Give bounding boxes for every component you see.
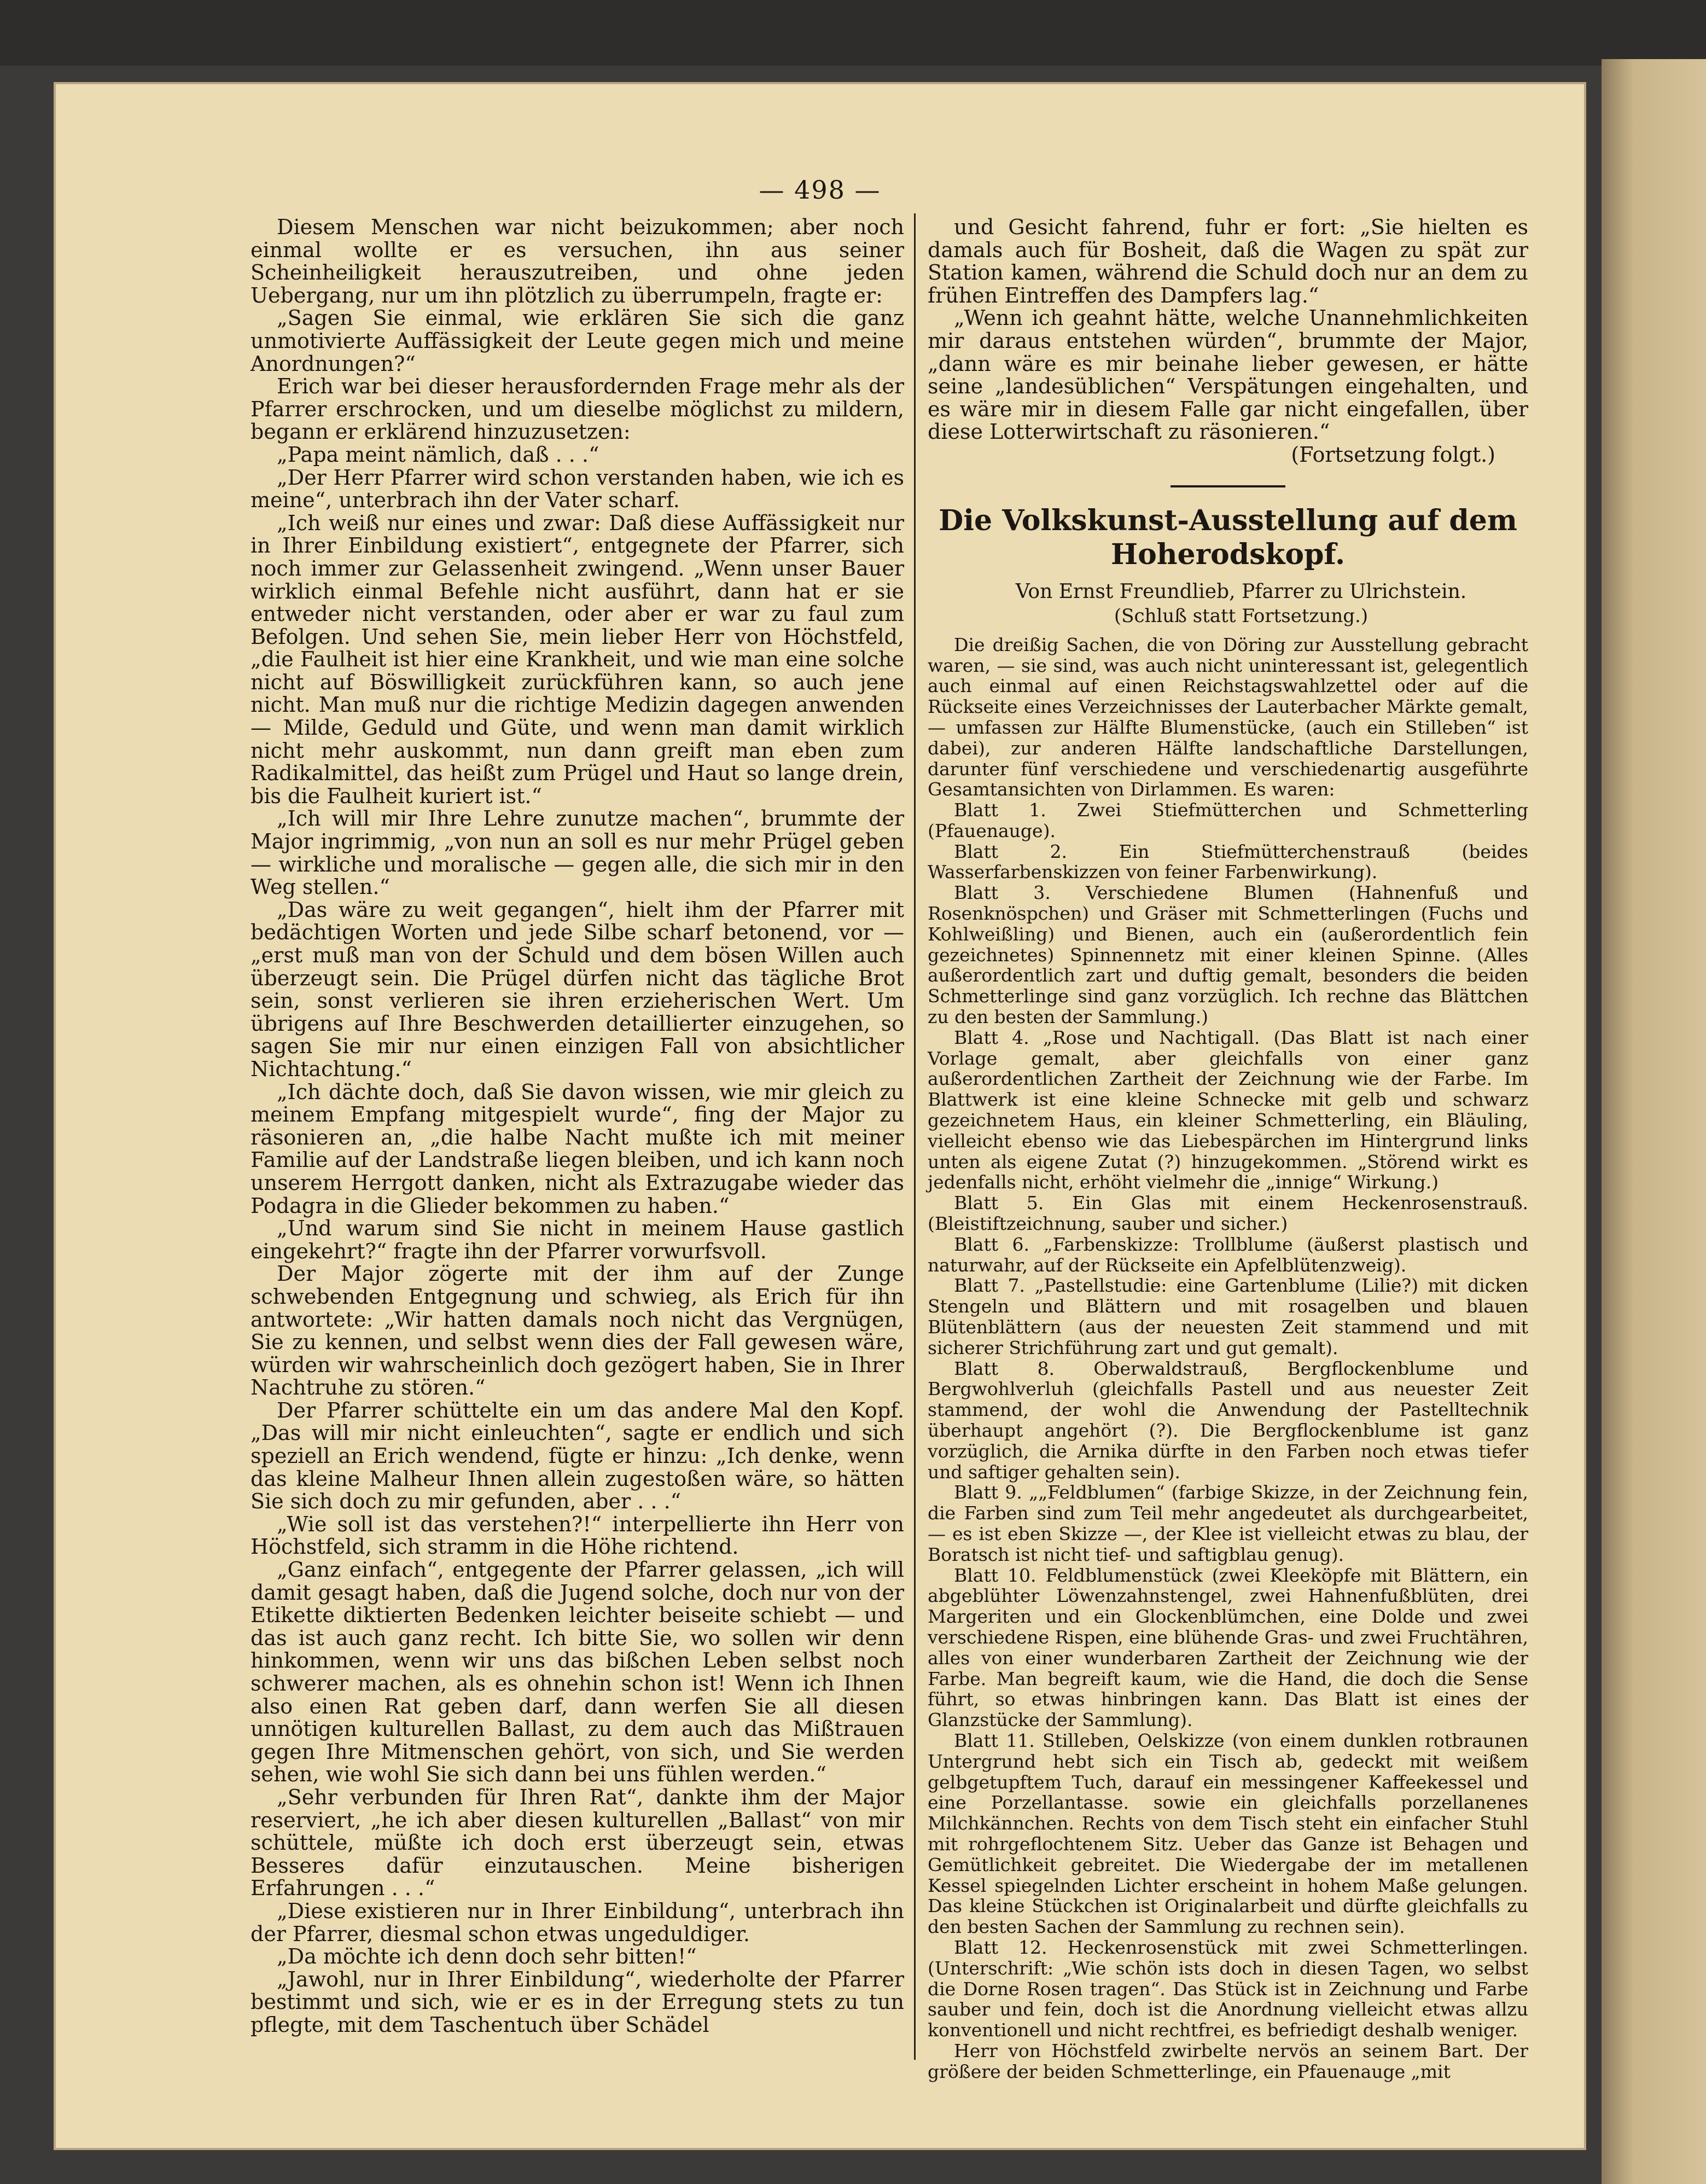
page-number: — 498 — [759, 175, 881, 205]
newspaper-page [54, 82, 1586, 2150]
paragraph: „Ich will mir Ihre Lehre zunutze machen“, brummte der Major ingrimmig, „von nun an soll es nur mehr Prügel geben — wirkliche und moralische — gegen alle, die sich mir in den Weg stellen.“ [251, 806, 904, 899]
list-item: Blatt 7. „Pastellstudie: eine Gartenblume (Lilie?) mit dicken Stengeln und Blättern und mit rosagelben und blauen Blütenblättern (aus der neuesten Zeit stammend und mit sicherer Strichführung zart und gut gemalt). [928, 1275, 1528, 1358]
paragraph: „Diese existieren nur in Ihrer Einbildung“, unterbrach ihn der Pfarrer, diesmal schon etwas ungeduldiger. [251, 1898, 904, 1946]
paragraph: „Ich weiß nur eines und zwar: Daß diese Auffässigkeit nur in Ihrer Einbildung existiert“, entgegnete der Pfarrer, sich noch immer zur Gelassenheit zwingend. „Wenn unser Bauer wirklich einmal Befehle nicht ausführt, dann hat er sie entweder nicht verstanden, oder aber er war zu faul zum Befolgen. Und sehen Sie, mein lieber Herr von Höchstfeld, „die Faulheit ist hier eine Krankheit, und wie man eine solche nicht auf Böswilligkeit zurückführen kann, so auch jene nicht. Man muß nur die richtige Medizin dagegen anwenden — Milde, Geduld und Güte, und wenn man damit wirklich nicht mehr auskommt, nun dann greift man eben zum Radikalmittel, das heißt zum Prügel und Haut so lange drein, bis die Faulheit kuriert ist.“ [251, 510, 904, 808]
article-subtitle: (Schluß statt Fortsetzung.) [1114, 605, 1369, 628]
section-rule [1171, 485, 1285, 487]
paragraph: „Das wäre zu weit gegangen“, hielt ihm der Pfarrer mit bedächtigen Worten und jede Silbe scharf betonend, vor — „erst muß man von der Schuld und dem bösen Willen auch überzeugt sein. Die Prügel dürfen nicht das tägliche Brot sein, sonst verlieren sie ihren erzieherischen Wert. Um übrigens auf Ihre Beschwerden detaillierter einzugehen, so sagen Sie mir nur einen einzigen Fall von absichtlicher Nichtachtung.“ [251, 897, 904, 1081]
paragraph: „Papa meint nämlich, daß . . .“ [277, 442, 599, 467]
continuation-note: (Fortsetzung folgt.) [1291, 442, 1495, 467]
column-divider [914, 213, 916, 2060]
paragraph: „Der Herr Pfarrer wird schon verstanden haben, wie ich es meine“, unterbrach ihn der Vater scharf. [251, 465, 904, 513]
list-item: Blatt 1. Zwei Stiefmütterchen und Schmetterling (Pfauenauge). [928, 799, 1528, 841]
paragraph: „Ganz einfach“, entgegente der Pfarrer gelassen, „ich will damit gesagt haben, daß die Jugend solche, doch nur von der Etikette diktierten Bedenken leichter beiseite schiebt — und das ist auch ganz recht. Ich bitte Sie, wo sollen wir denn hinkommen, wenn wir uns das bißchen Leben selbst noch schwerer machen, als es ohnehin schon ist! Wenn ich Ihnen also einen Rat geben darf, dann werfen Sie all diesen unnötigen kulturellen Ballast, zu dem auch das Mißtrauen gegen Ihre Mitmenschen gehört, von sich, und Sie werden sehen, wie wohl Sie sich dann bei uns fühlen werden.“ [251, 1558, 904, 1787]
list-item: Blatt 10. Feldblumenstück (zwei Kleeköpfe mit Blättern, ein abgeblühter Löwenzahnstengel, zwei Hahnenfußblüten, drei Margeriten und ein Glockenblümchen, eine Dolde und zwei verschiedene Rispen, eine blühende Gras- und zwei Fruchtähren, alles von einer wunderbaren Zartheit der Zeichnung wie der Farbe. Man begreift kaum, wie die Hand, die doch die Sense führt, so etwas hinbringen kann. Das Blatt ist eines der Glanzstücke der Sammlung). [928, 1564, 1528, 1731]
list-item: Blatt 9. „„Feldblumen“ (farbige Skizze, in der Zeichnung fein, die Farben sind zum Teil mehr angedeutet als durchgearbeitet, — es ist eben Skizze —, der Klee ist vielleicht etwas zu blau, der Boratsch ist nicht tief- und saftigblau genug). [928, 1482, 1528, 1565]
article-body [928, 635, 1528, 2082]
list-item: Herr von Höchstfeld zwirbelte nervös an seinem Bart. Der größere der beiden Schmetterlinge, ein Pfauenauge „mit [928, 2040, 1528, 2082]
paragraph: „Ich dächte doch, daß Sie davon wissen, wie mir gleich zu meinem Empfang mitgespielt wurde“, fing der Major zu räsonieren an, „die halbe Nacht mußte ich mit meiner Familie auf der Landstraße liegen bleiben, und ich kann noch unserem Herrgott danken, nicht als Extrazugabe wieder das Podagra in die Glieder bekommen zu haben.“ [251, 1079, 904, 1218]
paragraph: „Sehr verbunden für Ihren Rat“, dankte ihm der Major reserviert, „he ich aber diesen kulturellen „Ballast“ von mir schüttele, müßte ich doch erst überzeugt sein, etwas Besseres dafür einzutauschen. Meine bisherigen Erfahrungen . . .“ [251, 1785, 904, 1901]
list-item: Blatt 5. Ein Glas mit einem Heckenrosenstrauß. (Bleistiftzeichnung, sauber und sicher.) [928, 1192, 1528, 1235]
list-item: Blatt 2. Ein Stiefmütterchenstrauß (beides Wasserfarbenskizzen von feiner Farbenwirkung). [928, 840, 1528, 883]
article-intro: Die dreißig Sachen, die von Döring zur Ausstellung gebracht waren, — sie sind, was auch nicht uninteressant ist, gelegentlich auch einmal auf einen Reichstagswahlzettel oder auf die Rückseite eines Verzeichnisses der Lauterbacher Märkte gemalt, — umfassen zur Hälfte Blumenstücke, (auch ein Stilleben“ ist dabei), zur anderen Hälfte landschaftliche Darstellungen, darunter fünf verschiedene und verschiedenartig ausgeführte Gesamtansichten von Dirlammen. Es waren: [928, 634, 1528, 800]
paragraph: Der Pfarrer schüttelte ein um das andere Mal den Kopf. „Das will mir nicht einleuchten“, sagte er endlich und sich speziell an Erich wendend, fügte er hinzu: „Ich denke, wenn das kleine Malheur Ihnen allein zugestoßen wäre, so hätten Sie sich doch zu mir gefunden, aber . . .“ [251, 1398, 904, 1514]
story-continuation [928, 216, 1528, 444]
paragraph: „Sagen Sie einmal, wie erklären Sie sich die ganz unmotivierte Auffässigkeit der Leute gegen mich und meine Anordnungen?“ [251, 306, 904, 376]
paragraph: „Jawohl, nur in Ihrer Einbildung“, wiederholte der Pfarrer bestimmt und sich, wie er es in der Erregung stets zu tun pflegte, mit dem Taschentuch über Schädel [251, 1967, 904, 2037]
paragraph: „Wenn ich geahnt hätte, welche Unannehmlichkeiten mir daraus entstehen würden“, brummte der Major, „dann wäre es mir beinahe lieber gewesen, er hätte seine „landesüblichen“ Verspätungen eingehalten, und es wäre mir in diesem Falle gar nicht eingefallen, über diese Lotterwirtschaft zu räsonieren.“ [928, 306, 1528, 444]
next-page-edge [1602, 59, 1706, 2184]
scanner-bed-top [0, 0, 1706, 66]
list-item: Blatt 6. „Farbenskizze: Trollblume (äußerst plastisch und naturwahr, auf der Rückseite ein Apfelblütenzweig). [928, 1233, 1528, 1276]
paragraph: Diesem Menschen war nicht beizukommen; aber noch einmal wollte er es versuchen, ihn aus seiner Scheinheiligkeit herauszutreiben, und ohne jeden Uebergang, nur um ihn plötzlich zu überrumpeln, fragte er: [251, 215, 904, 307]
list-item: Blatt 8. Oberwaldstrauß, Bergflockenblume und Bergwohlverluh (gleichfalls Pastell und aus neuester Zeit stammend, der wohl die Anwendung der Pastelltechnik überhaupt angehört (?). Die Bergflockenblume ist ganz vorzüglich, die Arnika dürfte in den Farben noch etwas tiefer und saftiger gehalten sein). [928, 1357, 1528, 1483]
list-item: Blatt 4. „Rose und Nachtigall. (Das Blatt ist nach einer Vorlage gemalt, aber gleichfalls von einer ganz außerordentlichen Zartheit der Zeichnung wie der Farbe. Im Blattwerk ist eine kleine Schnecke mit gelb und schwarz gezeichnetem Haus, ein kleiner Schmetterling, ein Bläuling, vielleicht ebenso wie das Liebespärchen im Hintergrund links unten als eigene Zutat (?) hinzugekommen. „Störend wirkt es jedenfalls nicht, erhöht vielmehr die „innige“ Wirkung.) [928, 1026, 1528, 1193]
paragraph: Der Major zögerte mit der ihm auf der Zunge schwebenden Entgegnung und schwieg, als Erich für ihn antwortete: „Wir hatten damals noch nicht das Vergnügen, Sie zu kennen, und selbst wenn dies der Fall gewesen wäre, würden wir wahrscheinlich doch gezögert haben, Sie in Ihrer Nachtruhe zu stören.“ [251, 1262, 904, 1400]
paragraph: Erich war bei dieser herausfordernden Frage mehr als der Pfarrer erschrocken, und um dieselbe möglichst zu mildern, begann er erklärend hinzuzusetzen: [251, 374, 904, 444]
right-column [928, 216, 1528, 2082]
paragraph: und Gesicht fahrend, fuhr er fort: „Sie hielten es damals auch für Bosheit, daß die Wagen zu spät zur Station kamen, während die Schuld doch nur an dem zu frühen Eintreffen des Dampfers lag.“ [928, 215, 1528, 307]
left-column [251, 216, 904, 2037]
paragraph: „Da möchte ich denn doch sehr bitten!“ [277, 1944, 697, 1969]
article-items [928, 800, 1528, 2082]
list-item: Blatt 11. Stilleben, Oelskizze (von einem dunklen rotbraunen Untergrund hebt sich ein Tisch ab, gedeckt mit weißem gelbgetupftem Tuch, darauf ein messingener Kaffeekessel und eine Porzellantasse. sowie ein gleichfalls porzellanenes Milchkännchen. Rechts von dem Tisch steht ein einfacher Stuhl mit rohrgeflochtenem Sitz. Ueber das Ganze ist Behagen und Gemütlichkeit gebreitet. Die Wiedergabe der im metallenen Kessel spiegelnden Lichter erscheint in hohem Maße gelungen. Das kleine Stückchen ist Originalarbeit und dürfte gleichfalls zu den besten Sachen der Sammlung zu rechnen sein). [928, 1729, 1528, 1938]
list-item: Blatt 12. Heckenrosenstück mit zwei Schmetterlingen. (Unterschrift: „Wie schön ists doch in diesen Tagen, wo selbst die Dorne Rosen tragen“. Das Stück ist in Zeichnung und Farbe sauber und fein, doch ist die Anordnung vielleicht etwas allzu konventionell und nicht rechtfrei, es befriedigt deshalb weniger. [928, 1936, 1528, 2041]
list-item: Blatt 3. Verschiedene Blumen (Hahnenfuß und Rosenknöspchen) und Gräser mit Schmetterlingen (Fuchs und Kohlweißling) und Bienen, auch ein (außerordentlich fein gezeichnetes) Spinnennetz mit einer kleinen Spinne. (Alles außerordentlich zart und duftig gemalt, besonders die beiden Schmetterlinge sind ganz vorzüglich. Ich rechne das Blättchen zu den besten der Sammlung.) [928, 882, 1528, 1028]
paragraph: „Wie soll ist das verstehen?!“ interpellierte ihn Herr von Höchstfeld, sich stramm in die Höhe richtend. [251, 1512, 904, 1559]
article-byline: Von Ernst Freundlieb, Pfarrer zu Ulrichstein. [1015, 580, 1467, 603]
paragraph: „Und warum sind Sie nicht in meinem Hause gastlich eingekehrt?“ fragte ihn der Pfarrer vorwurfsvoll. [251, 1216, 904, 1263]
article-title: Die Volkskunst-Ausstellung auf dem Hoherodskopf. [939, 503, 1517, 571]
